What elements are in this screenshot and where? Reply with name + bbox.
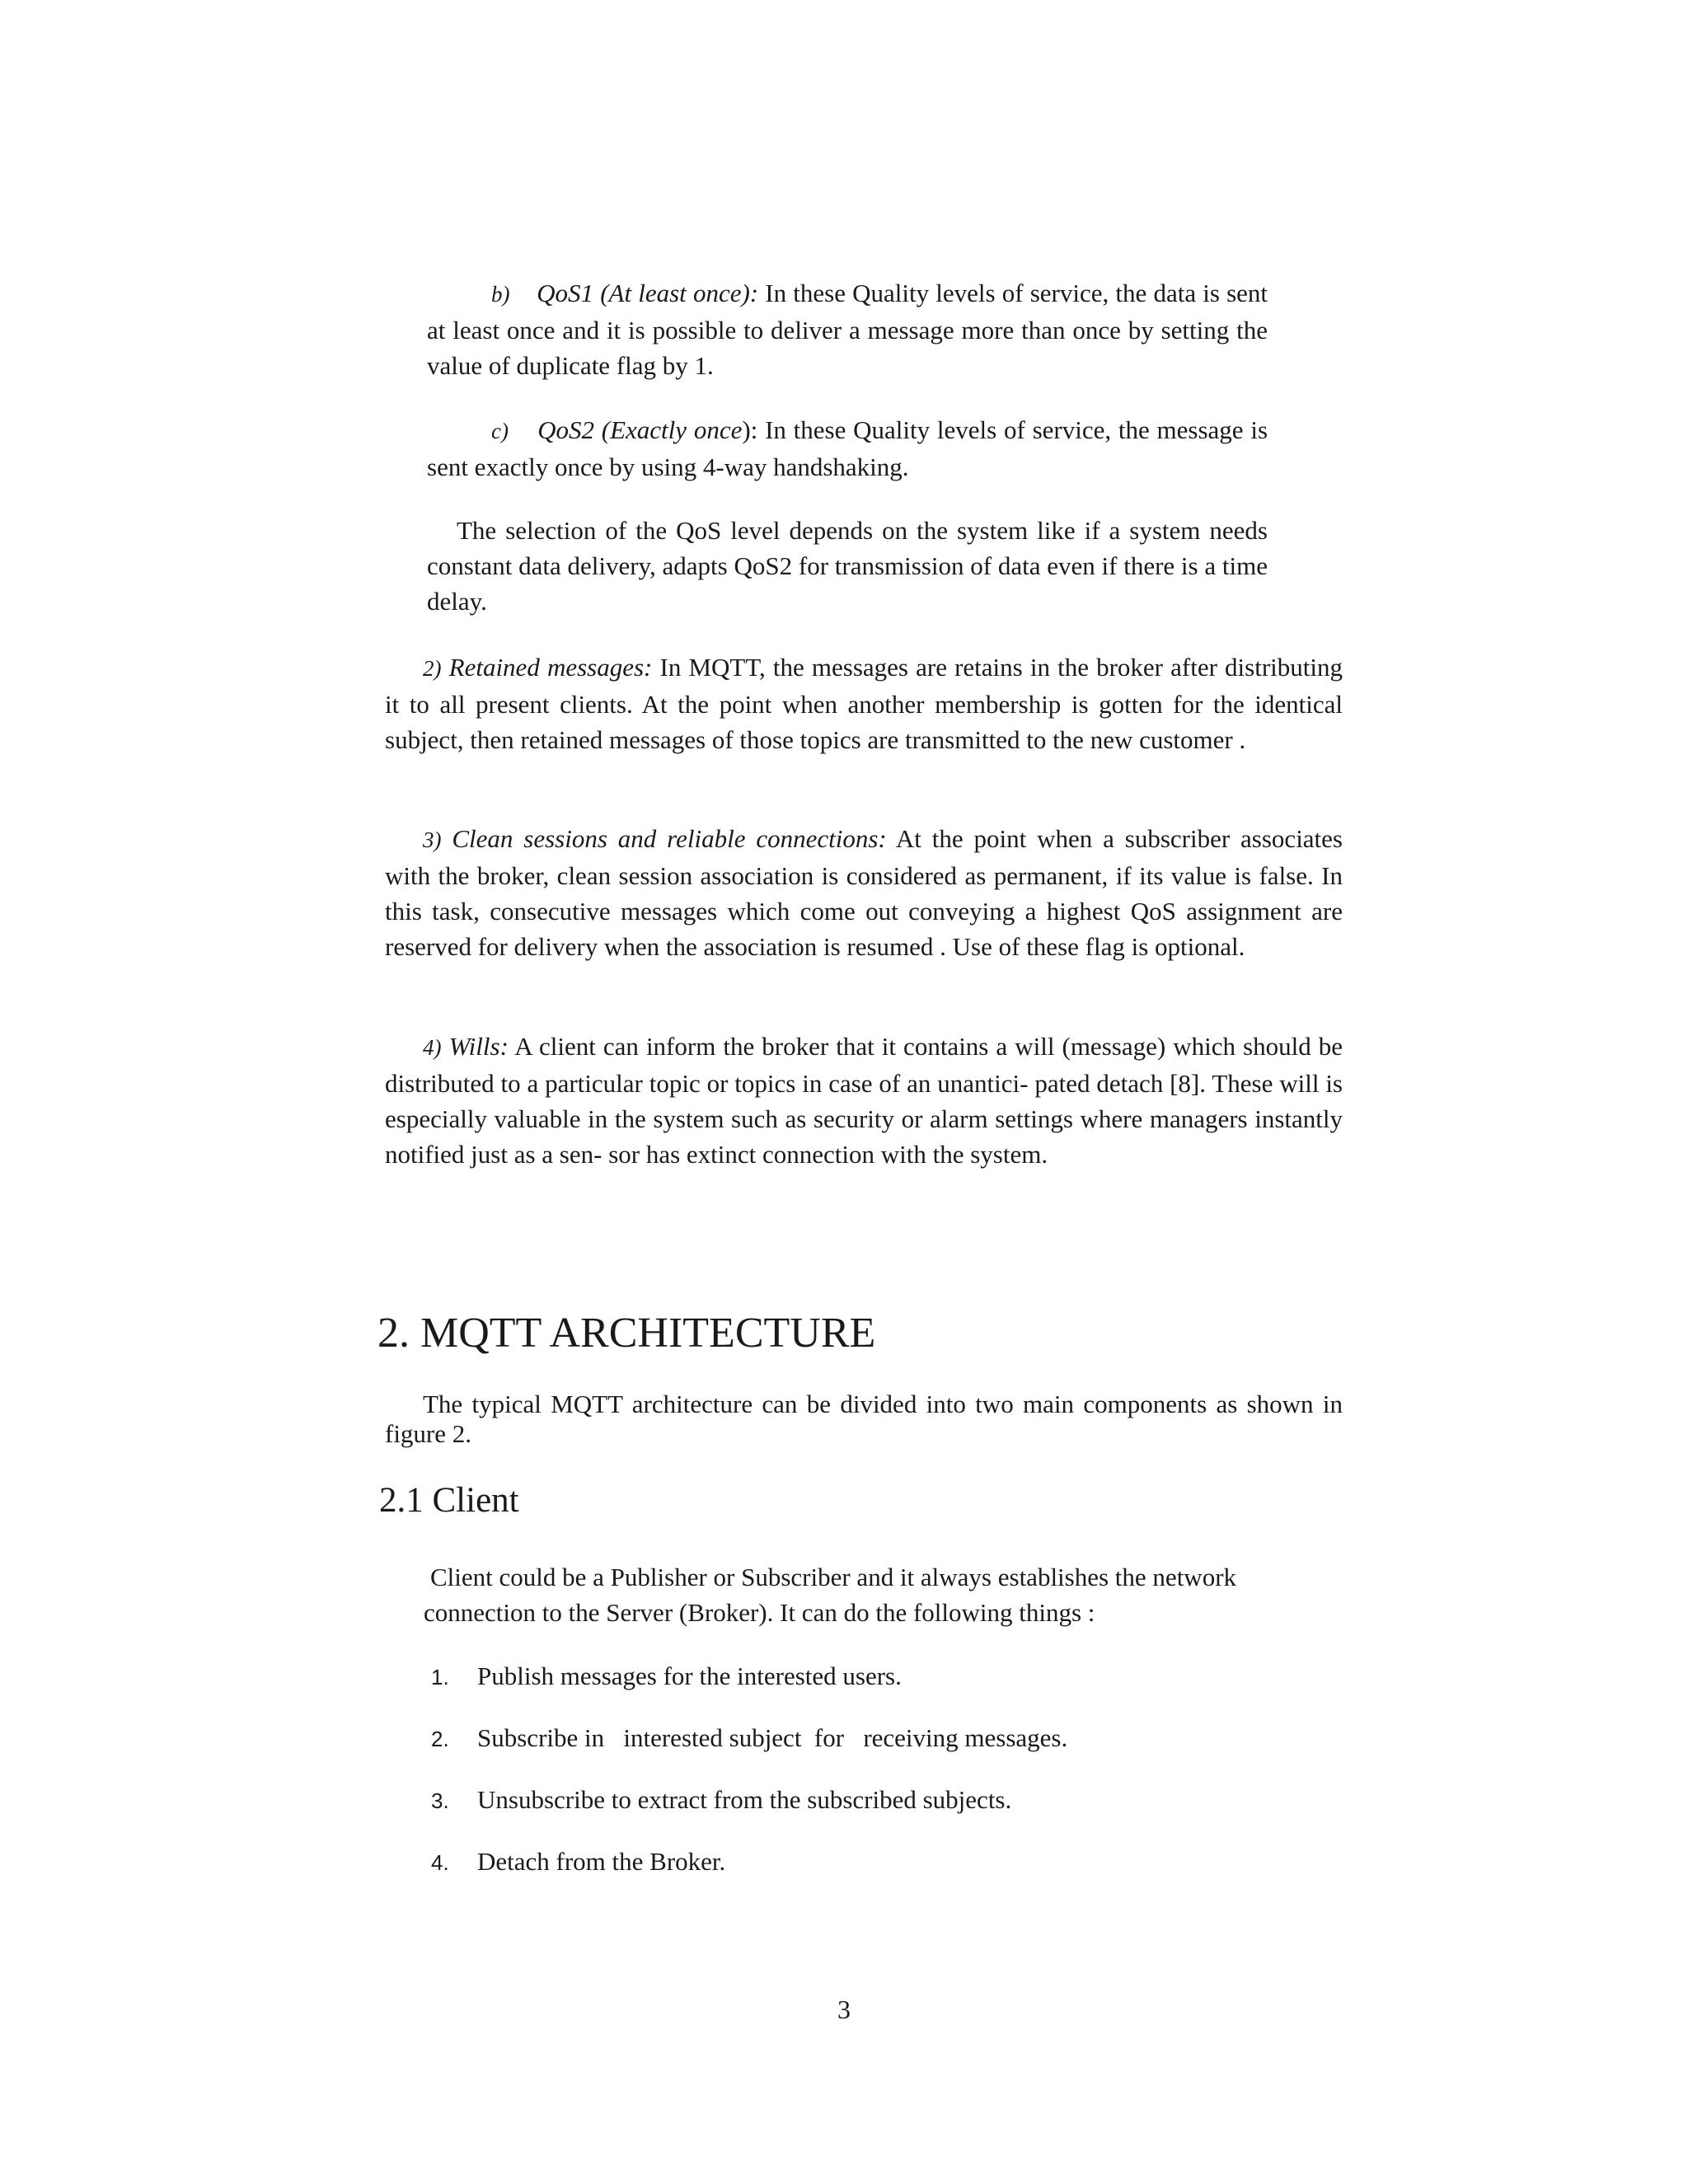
qos-selection-text: The selection of the QoS level depends on the system like if a system needs constant data delivery, adapts QoS2 for transmission of data even if there is a time delay. (427, 516, 1268, 616)
retained-text: In MQTT, the messages are retains in the broker after distributing it to all present clients. At the point when another membership is gotten for the identical subject, then retained messages of those topics are transmitted to the new customer . (385, 653, 1343, 754)
wills-paragraph (385, 1029, 1343, 1172)
client-intro (424, 1559, 1306, 1630)
qos2-marker: c) (491, 419, 509, 443)
list-item-text: Detach from the Broker. (477, 1847, 726, 1876)
qos1-title: QoS1 (At least once): (537, 279, 759, 307)
list-number: 2. (431, 1727, 449, 1751)
wills-title: Wills: (448, 1032, 509, 1061)
client-intro-text: Client could be a Publisher or Subscriber and it always establishes the network connection to the Server (Broker). It can do the following things : (424, 1563, 1237, 1627)
page-number: 3 (837, 1994, 851, 2024)
clean-sessions-paragraph (385, 821, 1343, 964)
list-item (431, 1660, 902, 1694)
qos1-marker: b) (491, 282, 510, 307)
wills-text: A client can inform the broker that it contains a will (message) which should be distributed to a particular topic or topics in case of an unantici- pated detach [8]. These will is especially valuable in the system such as security or alarm settings where managers instantly notified just as a sen- sor has extinct connection with the system. (385, 1032, 1343, 1169)
clean-sessions-title: Clean sessions and reliable connections: (452, 824, 887, 853)
qos1-text: In these Quality levels of service, the data is sent at least once and it is possible to deliver a message more than once by setting the value of duplicate flag by 1. (427, 279, 1268, 380)
list-item-text: Unsubscribe to extract from the subscribed subjects. (477, 1785, 1012, 1814)
list-item (431, 1845, 725, 1879)
retained-paragraph (385, 649, 1343, 757)
section-heading-mqtt-architecture: 2. MQTT ARCHITECTURE (377, 1310, 876, 1357)
qos1-paragraph (427, 275, 1268, 383)
list-number: 3. (431, 1788, 449, 1813)
qos2-title-tail: ): (742, 415, 766, 444)
section2-intro (385, 1390, 1343, 1449)
clean-sessions-marker: 3) (423, 827, 442, 852)
retained-marker: 2) (423, 656, 442, 681)
clean-sessions-text: At the point when a subscriber associates with the broker, clean session association is considered as permanent, if its value is false. In this task, consecutive messages which come out conveying a highest QoS assignment are reserved for delivery when the association is resumed . Use of these flag is optional. (385, 824, 1343, 961)
list-number: 1. (431, 1665, 449, 1690)
qos2-paragraph (427, 412, 1268, 485)
wills-marker: 4) (423, 1035, 442, 1060)
list-item (431, 1722, 1067, 1755)
section2-intro-text: The typical MQTT architecture can be divided into two main components as shown in figure 2. (385, 1390, 1343, 1448)
list-item-text: Subscribe in interested subject for receiving messages. (477, 1723, 1068, 1752)
qos2-text: In these Quality levels of service, the message is sent exactly once by using 4-way handshaking. (427, 415, 1268, 481)
qos-selection-paragraph (427, 513, 1268, 619)
subsection-heading-client: 2.1 Client (379, 1481, 519, 1520)
list-item-text: Publish messages for the interested users. (477, 1661, 902, 1690)
list-number: 4. (431, 1850, 449, 1875)
list-item (431, 1783, 1011, 1817)
qos2-title: QoS2 (Exactly once (537, 415, 743, 444)
retained-title: Retained messages: (448, 653, 653, 682)
